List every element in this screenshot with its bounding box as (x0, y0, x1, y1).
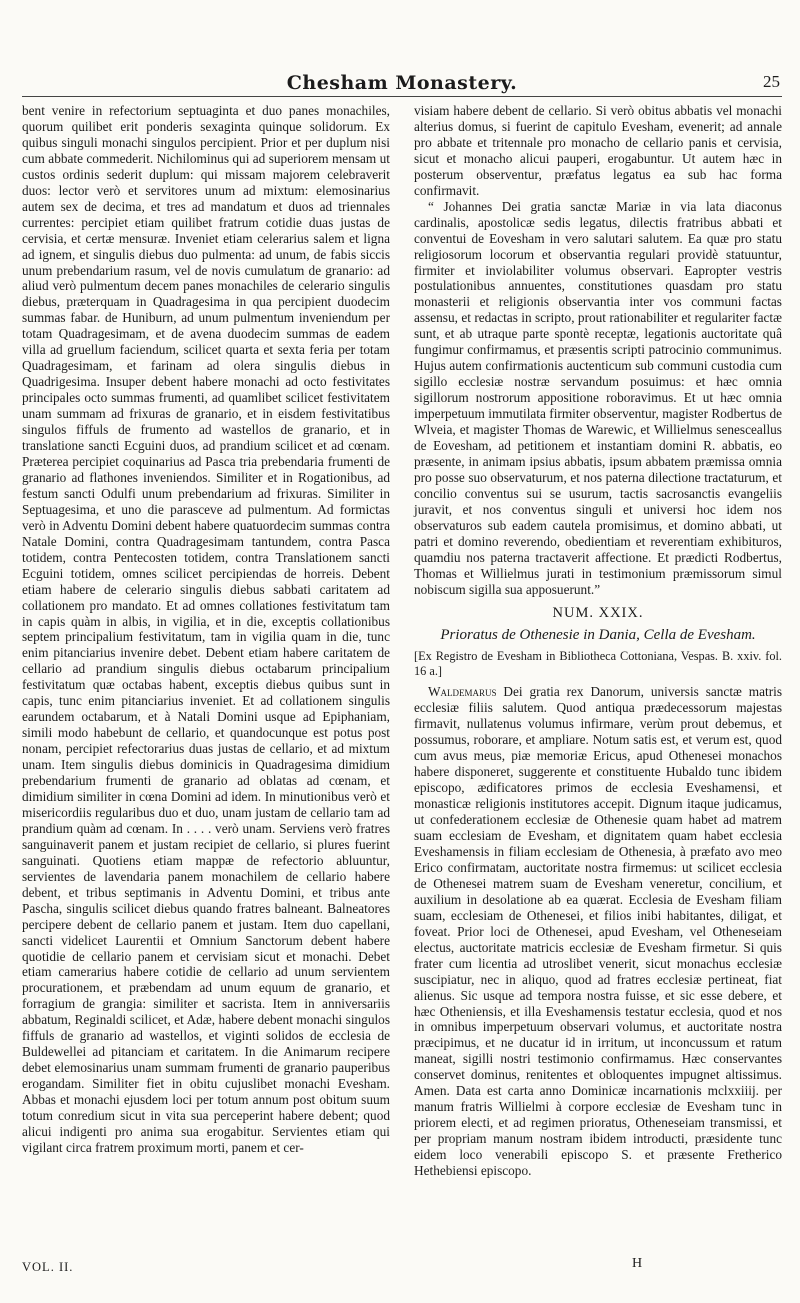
signature-mark: H (632, 1256, 643, 1271)
page-footer (22, 1256, 782, 1280)
page-number: 25 (763, 72, 780, 91)
header-rule (22, 96, 782, 97)
section-heading: NUM. XXIX. (552, 604, 644, 621)
page-header (22, 72, 782, 98)
left-paragraph: bent venire in refectorium septuaginta et duo panes monachiles, quorum quilibet erit ponderis sexaginta quinque solidorum. Ex quibus singuli monachi singulos percipient. Prior et per duplum nisi cum abbate commederit. Nichilominus qui ad superiorem mensam ut custos ordinis sederit duplum: qui missam majorem celebraverit duos: lector verò et servitores unum ad mixtum: elemosinarius autem sex de decima, et tres ad mandatum et duos ad triennales currentes: percipiet etiam quilibet fratrum cotidie duas justas de cervisia, et certæ mensuræ. Inveniet etiam celerarius salem et ligna ad ignem, et singulis diebus duo pulmenta: ad unum, de fabis siccis unum prebendarium rasum, vel de novis cumulatum de granario: ad aliud verò pulmentum decem panes monachiles de celerario singulis diebus, præterquam in Quadragesima in qua percipient duodecim summas fabar. de Huniburn, ad unum pulmentum inveniendum per totam Quadragesimam, et de avena duodecim summas de eadem villa ad gruellum faciendum, scilicet quarta et sexta feria per totam Quadragesimam, et farinam ad olera singulis diebus in Quadrigesima. Insuper debent habere monachi ad octo festivitates principales octo summas frumenti, ad quamlibet scilicet festivitatem unam summam ad frixuras de granario, et in eisdem festivitatibus singulos fiffuls de frumento ad wastellos de granario, et in translatione sancti Ecguini duos, ad prandium scilicet et ad cœnam. Præterea percipiet coquinarius ad Pasca tria prebendaria frumenti de granario ad flathones inveniendos. Similiter et in Rogationibus, ad festum sancti Odulfi unum prebendarium ad frixuras. Similiter in Septuagesima, et uno die parasceve ad pulmentum. Ad formictas verò in Adventu Domini debent habere quatuordecim summas contra Natale Domini, contra Quadragesimam tantundem, contra Pasca totidem, contra Pentecosten totidem, contra Translationem sancti Ecguini totidem, omnes scilicet percipiendas de horreis. Debent etiam habere de celerario singulis diebus sabbati caritatem ad collationem pro mandato. Et ad omnes collationes festivitatum tam in capis quàm in albis, in vigilia, et in die, exceptis collationibus septem principalium festivitatum, tam in vigilia quam in die, tunc enim pitanciarius invenire debet. Debent etiam habere caritatem de cellario ad prandium singulis diebus octabarum principalium festivitatum quæ octabas habent, exceptis diebus quibus sunt in capis, tunc enim pitanciarius inveniet. Et ad collationem singulis earundem octabarum, et à Natali Domini usque ad Epiphaniam, simili modo habebunt de cellario, et quandocunque est potus post nonam, percipiet refectorarius duas justas de cellario, et ad mixtum unam. Item singulis diebus dominicis in Quadragesima dimidium prebendarium frumenti de granario ad oblatas ad cœnam, et dimidium similiter in cœna Domini ad idem. In minutionibus verò et misericordiis regularibus duo et duo, unam justam de cellario tam ad prandium quàm ad cœnam. In . . . . verò unam. Serviens verò fratres sanguinaverit panem et justam recipiet de cellario, si plures fuerint sanguinati. Quotiens etiam mappæ de refectorio abluuntur, servientes de lavendaria panem monachilem de cellario habere debent, et tribus septimanis in Adventu Domini, et tribus ante Pascha, singulis scilicet diebus quando fratres balneant. Balneatores percipere debent de cellario panem et justam. Item duo capellani, sancti videlicet Laurentii et Omnium Sanctorum debent habere quotidie de cellario panem et cervisiam sicut et monachi. Debet etiam camerarius habere cotidie de cellario ad unum servientem procurationem, et præbendam ad unum equum de granario, et forragium de grangia: similiter et sacrista. Item in anniversariis abbatum, Reginaldi scilicet, et Adæ, habere debent monachi singulos fiffuls de granario ad wastellos, et viginti solidos de ecclesia de Buldewellei ad pitanciam et caritatem. In die Animarum recipere debet elemosinarius unam summam frumenti de granario pauperibus erogandam. Similiter fiet in obitu cujuslibet monachi Evesham. Abbas et monachi ejusdem loci per totum annum post obitum suum totum conredium sicut in vita sua perceperint habere debent; quod alicui indigenti pro anima sua erogabitur. Servientes etiam qui vigilant circa fratrem proximum morti, panem et cer- (22, 103, 390, 1155)
charter-text: Dei gratia rex Danorum, universis sanctæ matris ecclesiæ filiis salutem. Quod antiqua prædecessorum majestas firmavit, nullatenus volumus infirmare, verùm prout debemus, et possumus, roborare, et ampliare. Notum satis est, et verum est, quod cum avus meus, piæ memoriæ Ericus, apud Othenesei monachos habere disponeret, suggerente et constituente Hubaldo tunc ibidem episcopo, ædificatores primos de ecclesia Eveshamensi, et monasticæ religionis institutores accepit. Dignum itaque judicamus, ut confederationem ecclesiæ de Othenesie quam habet ad matrem suam ecclesiam de Evesham, et dignitatem quam habet ecclesia Eveshamensis in filiam ecclesiam de Othenesia, à præfato avo meo Erico confirmatam, auctoritate nostra firmemus: ut scilicet ecclesia de Othenesei matrem suam de Evesham veneretur, concilium, et auxilium in desolatione ab ea quærat. Ecclesia de Evesham filiam suam, ecclesiam de Othenesei, et filios inibi habitantes, diligat, et foveat. Prior loci de Othenesei, apud Evesham, vel Otheneseiam electus, auctoritate matricis ecclesiæ de Evesham firmetur. Si quis frater cum licentia ad utroslibet venerit, sicut monachus ecclesiæ suscipiatur, nec in aliquo, quod ad fratres ecclesiæ pertineat, fiat alienus. Sic usque ad tempora nostra fuisse, et sic esse debere, et hæc Otheniensis, et illa Eveshamensis testatur ecclesia, quod et nos in omnibus imperpetuum observari volumus, et auctoritate nostra præcipimus, et ne ducatur id in irritum, ut inconcussum et ratum maneat, sigilli nostri testimonio confirmamus. Hæc conservantes conservet dominus, renitentes et obloquentes impugnet altissimus. Amen. Data est carta anno Dominicæ incarnationis mclxxiiij. per manum fratris Willielmi à corpore ecclesiæ de Evesham tunc in priorem electi, et ad regimen prioratus, Otheneseiam transmissi, et per propriam manum nostram ibidem introducti, præsidente tunc eidem loco venerabili episcopo S. et præsente Fretherico Hethebiensi episcopo. (414, 684, 782, 1179)
running-title: Chesham Monastery. (286, 72, 518, 94)
right-column (414, 103, 782, 1179)
right-paragraph-3 (414, 684, 782, 1179)
page (22, 0, 782, 1303)
left-column (22, 103, 390, 1156)
source-note: [Ex Registro de Evesham in Bibliotheca Cottoniana, Vespas. B. xxiv. fol. 16 a.] (414, 649, 782, 678)
charter-opening-word: Waldemarus (428, 684, 497, 700)
right-paragraph-1: visiam habere debent de cellario. Si verò obitus abbatis vel monachi alterius domus, si fuerint de capitulo Evesham, evenerit; ad annale pro abbate et tritennale pro monacho de cellario panis et cervisia, sicut et monacho alicui pauperi, erogabuntur. Ut autem hæc in posterum observentur, præfatus legatus ea sub hac forma confirmavit. (414, 103, 782, 198)
right-paragraph-2: “ Johannes Dei gratia sanctæ Mariæ in via lata diaconus cardinalis, apostolicæ sedis legatus, dilectis fratribus abbati et conventui de Eovesham in vero salutari salutem. Ea quæ pro statu religiosorum locorum et observantia regulari providè statuuntur, firmiter et inviolabiliter volumus observari. Eapropter vestris postulationibus annuentes, constitutiones quasdam pro statu monasterii et religionis observantia inter vos communi factas assensu, et redactas in scripto, prout rationabiliter et regulariter factæ sunt, et ab utraque parte spontè receptæ, legationis auctoritate quâ fungimur confirmamus, et præsentis scripti patrocinio communimus. Hujus autem confirmationis auctenticum sub communi custodia cum sigillo ecclesiæ nostræ servandum posuimus: et hæc omnia sigillorum nostrorum appositione roboravimus. Et ut hæc omnia imperpetuum immutilata firmiter observentur, magister Rodbertus de Wlveia, et magister Thomas de Warewic, et Willielmus senesceallus de Eovesham, ad petitionem et instantiam domini R. abbatis, eo præsente, in animam ipsius abbatis, ipsum abbatem præmissa omnia pro posse suo observaturum, et nos paterna dilectione tractaturum, et concilio conventus sui se usurum, tactis sacrosanctis evangeliis juravit, et nos conventus singuli et universi hoc idem nos observaturos sub eadem cautela promisimus, et domino abbati, ut patri et domino reverendo, obedientiam et reverentiam exhibituros, quamdiu nos paterna tractaverit affectione. Et prædicti Rodbertus, Thomas et Willielmus jurati in testimonium præmissorum simul nobiscum sigilla sua apposuerunt.” (414, 198, 782, 597)
volume-label: VOL. II. (22, 1260, 74, 1274)
section-subheading: Prioratus de Othenesie in Dania, Cella de Evesham. (440, 626, 756, 643)
